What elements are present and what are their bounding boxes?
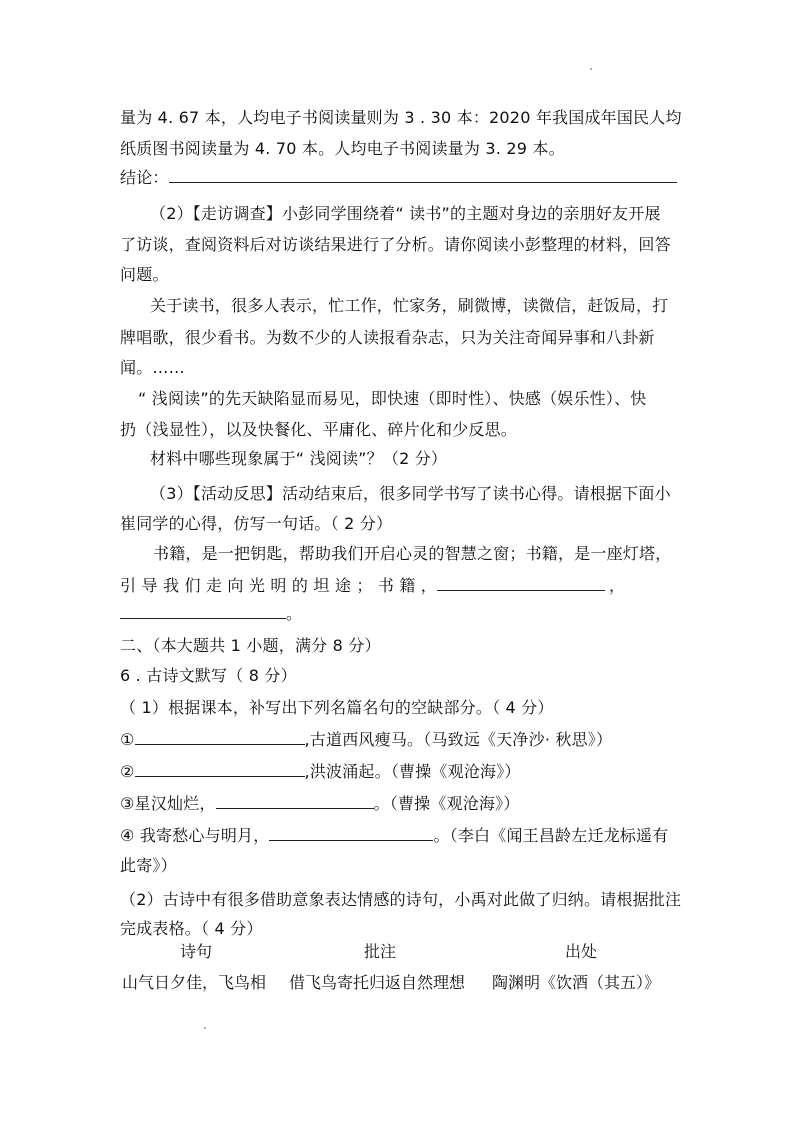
q2-line-3: 问题。 <box>120 265 169 284</box>
recite-item-1 <box>120 730 612 750</box>
item-1-text: ,古道西风瘦马。（马致远《天净沙· 秋思》） <box>304 730 613 749</box>
q2-line-2: 了访谈，查阅资料后对访谈结果进行了分析。请你阅读小彭整理的材料，回答 <box>120 235 671 254</box>
q3-comma: ， <box>609 576 626 595</box>
item-2-number: ② <box>120 762 135 781</box>
table-header-annotation: 批注 <box>364 942 397 961</box>
scan-speck <box>590 68 592 70</box>
q6-title: 6 . 古诗文默写（ 8 分） <box>120 666 297 685</box>
q6-sub1: （ 1）根据课本，补写出下列名篇名句的空缺部分。（ 4 分） <box>120 698 554 717</box>
q3-period: 。 <box>286 604 303 623</box>
q3-line-1: （3）【活动反思】活动结束后，很多同学书写了读书心得。请根据下面小 <box>150 484 671 503</box>
item-1-blank[interactable] <box>135 730 305 745</box>
conclusion-label: 结论： <box>120 168 169 187</box>
table-cell-source: 陶渊明《饮酒（其五）》 <box>492 973 661 992</box>
item-4-blank[interactable] <box>269 826 433 841</box>
stats-line-2: 纸质图书阅读量为 4. 70 本。人均电子书阅读量为 3. 29 本。 <box>120 139 565 158</box>
part2-header: 二、（本大题共 1 小题，满分 8 分） <box>120 636 381 655</box>
material-line-1: 关于读书，很多人表示，忙工作，忙家务，刷微博，读微信，赶饭局，打 <box>150 296 669 315</box>
q2-line-1: （2）【走访调查】小彭同学围绕着“ 读书”的主题对身边的亲朋好友开展 <box>150 204 661 223</box>
q3-answer-row-2 <box>120 604 302 624</box>
material-line-3: 闻。…… <box>120 358 185 377</box>
conclusion-answer-blank[interactable] <box>169 168 677 183</box>
scan-speck <box>204 1027 206 1029</box>
item-3-blank[interactable] <box>216 794 374 809</box>
material-line-2: 牌唱歌，很少看书。为数不少的人读报看杂志，只为关注奇闻异事和八卦新 <box>120 328 655 347</box>
item-4-text: 。（李白《闻王昌龄左迁龙标遥有 <box>433 826 669 845</box>
q3-answer-blank-1[interactable] <box>437 576 605 591</box>
q3-answer-blank-2[interactable] <box>120 604 286 619</box>
recite-item-3 <box>120 794 520 814</box>
recite-item-4 <box>120 826 668 846</box>
q3-imitation-row <box>120 576 625 596</box>
q3-line-2: 崔同学的心得，仿写一句话。（ 2 分） <box>120 514 393 533</box>
table-header-source: 出处 <box>565 942 598 961</box>
table-cell-verse: 山气日夕佳，飞鸟相 <box>122 973 267 992</box>
item-3-text: 。（曹操《观沧海》） <box>373 794 520 813</box>
q6-sub2-line-1: （2）古诗中有很多借助意象表达情感的诗句，小禹对此做了归纳。请根据批注 <box>120 890 682 909</box>
conclusion-row <box>120 168 677 188</box>
table-header-verse: 诗句 <box>180 942 213 961</box>
q2-question: 材料中哪些现象属于“ 浅阅读”？（2 分） <box>150 449 448 468</box>
material-line-5: 扔（浅显性），以及快餐化、平庸化、碎片化和少反思。 <box>120 420 518 439</box>
item-4-prefix: ④ 我寄愁心与明月， <box>120 826 270 845</box>
item-1-number: ① <box>120 730 135 749</box>
table-cell-annotation: 借飞鸟寄托归返自然理想 <box>289 973 466 992</box>
item-2-blank[interactable] <box>135 762 305 777</box>
material-line-4: “ 浅阅读”的先天缺陷显而易见，即快速（即时性）、快感（娱乐性）、快 <box>138 389 647 408</box>
stats-line-1: 量为 4. 67 本，人均电子书阅读量则为 3 . 30 本：2020 年我国成年国民人均 <box>120 108 682 127</box>
q6-sub2-line-2: 完成表格。（ 4 分） <box>120 919 263 938</box>
q3-example-line: 书籍，是一把钥匙，帮助我们开启心灵的智慧之窗；书籍，是一座灯塔， <box>153 544 672 563</box>
q3-imitation-prefix: 引 导 我 们 走 向 光 明 的 坦 途 ； 书 籍 ， <box>120 576 438 595</box>
item-2-text: ,洪波涌起。（曹操《观沧海》） <box>304 762 521 781</box>
recite-item-4-continued: 此寄》） <box>120 856 177 875</box>
item-3-prefix: ③星汉灿烂， <box>120 794 216 813</box>
recite-item-2 <box>120 762 521 782</box>
